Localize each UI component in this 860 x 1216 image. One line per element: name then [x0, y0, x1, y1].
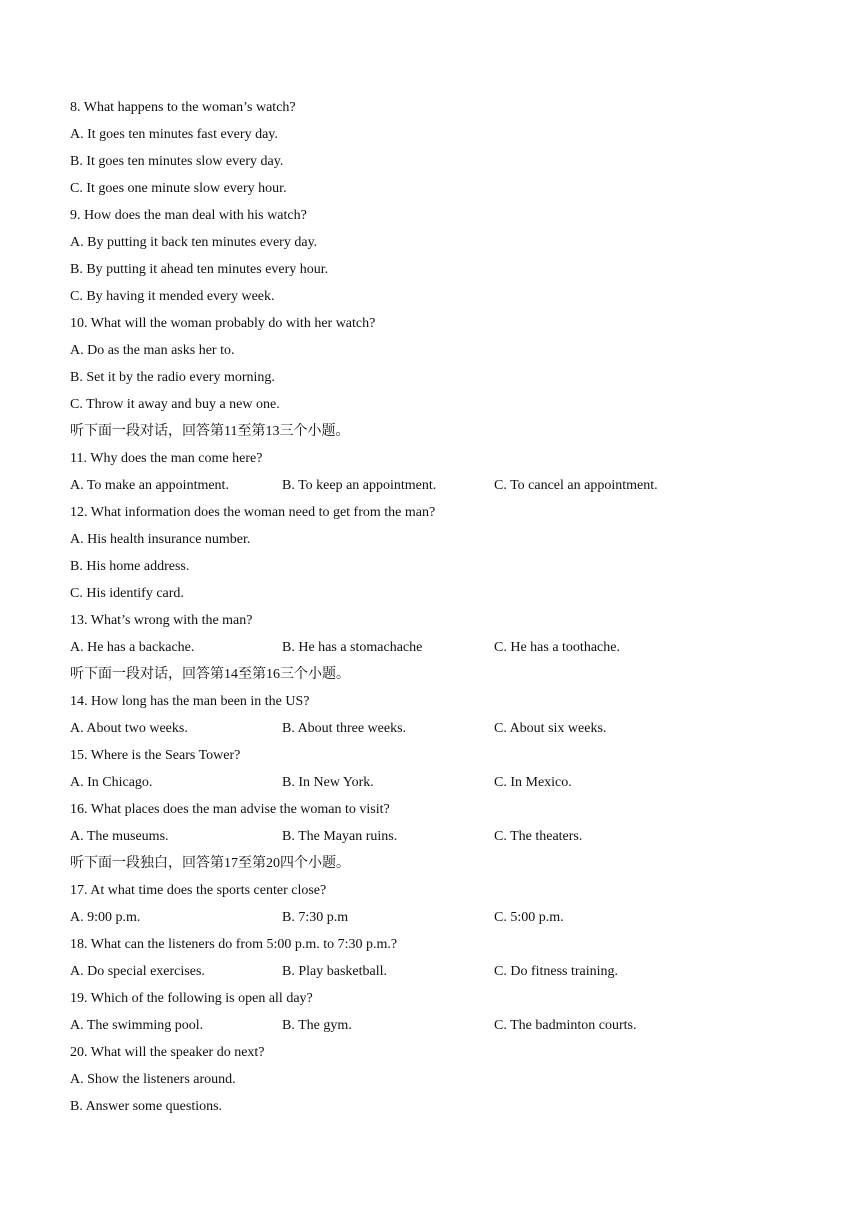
option-a: A. About two weeks. — [70, 721, 188, 736]
option-b: B. In New York. — [282, 775, 374, 790]
option-c: C. He has a toothache. — [494, 640, 620, 655]
question-text: 13. What’s wrong with the man? — [70, 613, 253, 628]
option-c: C. Do fitness training. — [494, 964, 619, 979]
section-instruction: 听下面一段对话，回答第14至第16三个小题。 — [70, 667, 350, 682]
option-line: C. By having it mended every week. — [70, 289, 275, 304]
option-line: C. Throw it away and buy a new one. — [70, 397, 280, 412]
option-line: A. His health insurance number. — [70, 532, 251, 547]
option-c: C. The badminton courts. — [494, 1018, 637, 1033]
option-line: C. His identify card. — [70, 586, 184, 601]
option-a: A. To make an appointment. — [70, 478, 229, 493]
option-b: B. The gym. — [282, 1018, 352, 1033]
options-row — [70, 638, 830, 665]
option-line: A. By putting it back ten minutes every day. — [70, 235, 318, 250]
option-a: A. Do special exercises. — [70, 964, 205, 979]
options-row — [70, 476, 830, 503]
option-line: B. Answer some questions. — [70, 1099, 223, 1114]
section-instruction: 听下面一段独白，回答第17至第20四个小题。 — [70, 856, 350, 871]
question-text: 18. What can the listeners do from 5:00 p.m. to 7:30 p.m.? — [70, 937, 398, 952]
options-row — [70, 827, 830, 854]
option-c: C. To cancel an appointment. — [494, 478, 658, 493]
question-text: 17. At what time does the sports center close? — [70, 883, 327, 898]
option-a: A. The swimming pool. — [70, 1018, 204, 1033]
option-line: A. It goes ten minutes fast every day. — [70, 127, 278, 142]
option-a: A. He has a backache. — [70, 640, 195, 655]
option-c: C. 5:00 p.m. — [494, 910, 564, 925]
question-list — [70, 98, 830, 1124]
options-row — [70, 719, 830, 746]
question-text: 9. How does the man deal with his watch? — [70, 208, 307, 223]
question-text: 10. What will the woman probably do with her watch? — [70, 316, 376, 331]
question-text: 8. What happens to the woman’s watch? — [70, 100, 296, 115]
options-row — [70, 962, 830, 989]
option-line: B. By putting it ahead ten minutes every hour. — [70, 262, 329, 277]
option-b: B. To keep an appointment. — [282, 478, 437, 493]
option-line: B. Set it by the radio every morning. — [70, 370, 275, 385]
option-line: B. It goes ten minutes slow every day. — [70, 154, 284, 169]
question-text: 16. What places does the man advise the woman to visit? — [70, 802, 390, 817]
option-line: A. Show the listeners around. — [70, 1072, 236, 1087]
option-b: B. He has a stomachache — [282, 640, 423, 655]
question-text: 20. What will the speaker do next? — [70, 1045, 265, 1060]
question-text: 11. Why does the man come here? — [70, 451, 263, 466]
options-row — [70, 908, 830, 935]
option-b: B. About three weeks. — [282, 721, 407, 736]
option-line: A. Do as the man asks her to. — [70, 343, 235, 358]
question-text: 14. How long has the man been in the US? — [70, 694, 310, 709]
options-row — [70, 1016, 830, 1043]
section-instruction: 听下面一段对话，回答第11至第13三个小题。 — [70, 424, 350, 439]
question-text: 12. What information does the woman need to get from the man? — [70, 505, 436, 520]
option-b: B. Play basketball. — [282, 964, 387, 979]
option-c: C. About six weeks. — [494, 721, 607, 736]
option-line: C. It goes one minute slow every hour. — [70, 181, 287, 196]
option-c: C. The theaters. — [494, 829, 583, 844]
option-line: B. His home address. — [70, 559, 190, 574]
option-a: A. 9:00 p.m. — [70, 910, 141, 925]
option-b: B. The Mayan ruins. — [282, 829, 398, 844]
question-text: 19. Which of the following is open all day? — [70, 991, 313, 1006]
option-c: C. In Mexico. — [494, 775, 572, 790]
options-row — [70, 773, 830, 800]
option-a: A. In Chicago. — [70, 775, 153, 790]
question-text: 15. Where is the Sears Tower? — [70, 748, 241, 763]
option-a: A. The museums. — [70, 829, 169, 844]
option-b: B. 7:30 p.m — [282, 910, 349, 925]
